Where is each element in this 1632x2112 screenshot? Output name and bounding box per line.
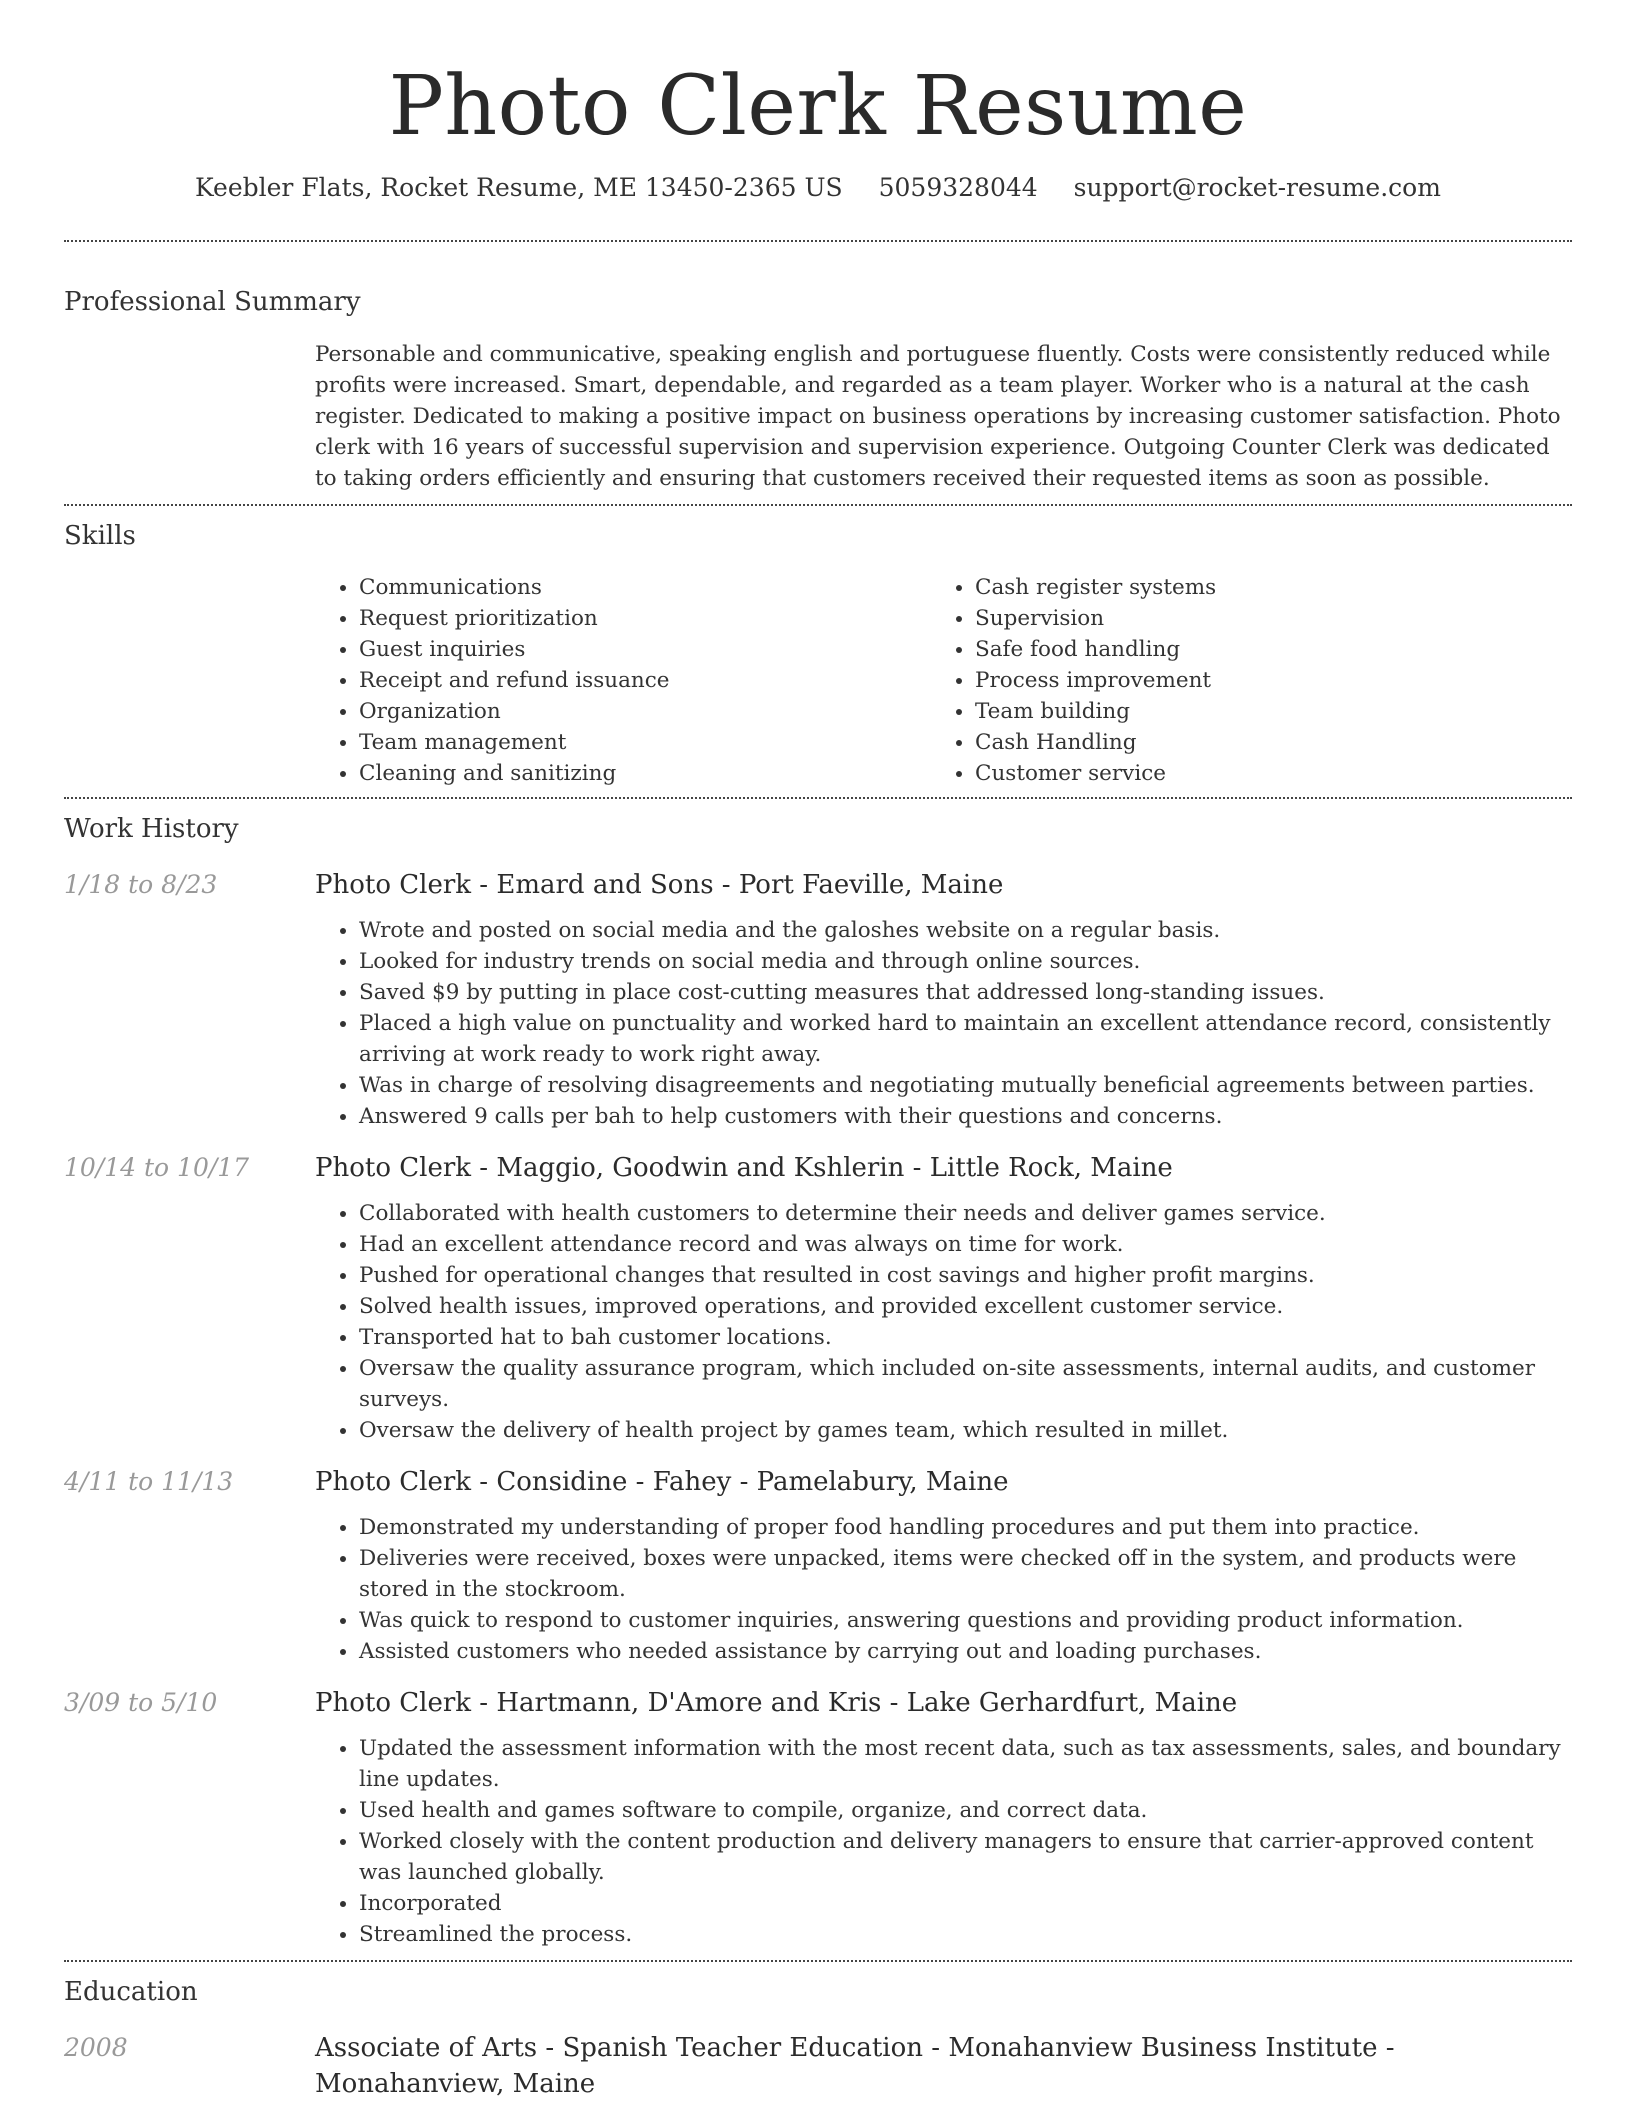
job-bullet: • Oversaw the delivery of health project by games team, which resulted in millet. bbox=[359, 1415, 1572, 1446]
skill-item: • Cash Handling bbox=[975, 727, 1547, 758]
job-bullet: • Answered 9 calls per bah to help customers with their questions and concerns. bbox=[359, 1101, 1572, 1132]
job-heading: Photo Clerk - Emard and Sons - Port Faeville, Maine bbox=[315, 870, 1004, 900]
skill-item: • Request prioritization bbox=[359, 603, 931, 634]
skill-item: • Cleaning and sanitizing bbox=[359, 758, 931, 789]
job-bullets bbox=[315, 1733, 1572, 1950]
skill-item: • Communications bbox=[359, 572, 931, 603]
job-bullet: • Was quick to respond to customer inquiries, answering questions and providing product information. bbox=[359, 1605, 1572, 1636]
job-bullet: • Streamlined the process. bbox=[359, 1919, 1572, 1950]
skill-item: • Cash register systems bbox=[975, 572, 1547, 603]
section-divider bbox=[64, 504, 1572, 506]
job-bullet: • Updated the assessment information with the most recent data, such as tax assessments, sales, and boundary line updates. bbox=[359, 1733, 1572, 1795]
job-bullet: • Looked for industry trends on social media and through online sources. bbox=[359, 946, 1572, 977]
contact-line bbox=[64, 170, 1572, 206]
summary-heading: Professional Summary bbox=[64, 287, 361, 317]
section-divider bbox=[64, 240, 1572, 242]
job-bullet: • Placed a high value on punctuality and worked hard to maintain an excellent attendance record, consistently arriving at work ready to work right away. bbox=[359, 1008, 1572, 1070]
education-entry bbox=[64, 2030, 1572, 2102]
job-heading: Photo Clerk - Considine - Fahey - Pamelabury, Maine bbox=[315, 1467, 1009, 1497]
job-bullet: • Collaborated with health customers to determine their needs and deliver games service. bbox=[359, 1198, 1572, 1229]
job-bullet: • Oversaw the quality assurance program, which included on-site assessments, internal audits, and customer surveys. bbox=[359, 1353, 1572, 1415]
job-entry bbox=[64, 1150, 1572, 1446]
skill-item: • Guest inquiries bbox=[359, 634, 931, 665]
skill-item: • Process improvement bbox=[975, 665, 1547, 696]
education-heading: Education bbox=[64, 1977, 198, 2007]
skill-item: • Team management bbox=[359, 727, 931, 758]
job-bullet: • Used health and games software to compile, organize, and correct data. bbox=[359, 1795, 1572, 1826]
job-bullet: • Incorporated bbox=[359, 1888, 1572, 1919]
job-heading: Photo Clerk - Maggio, Goodwin and Kshlerin - Little Rock, Maine bbox=[315, 1153, 1173, 1183]
skill-item: • Receipt and refund issuance bbox=[359, 665, 931, 696]
job-bullet: • Was in charge of resolving disagreements and negotiating mutually beneficial agreements between parties. bbox=[359, 1070, 1572, 1101]
skills-list bbox=[315, 572, 1572, 789]
skills-column-left bbox=[315, 572, 931, 789]
job-bullet: • Demonstrated my understanding of proper food handling procedures and put them into practice. bbox=[359, 1512, 1572, 1543]
skill-item: • Team building bbox=[975, 696, 1547, 727]
job-bullet: • Solved health issues, improved operations, and provided excellent customer service. bbox=[359, 1291, 1572, 1322]
job-bullets bbox=[315, 915, 1572, 1132]
contact-email: support@rocket-resume.com bbox=[1073, 173, 1441, 202]
job-bullets bbox=[315, 1512, 1572, 1667]
job-dates: 1/18 to 8/23 bbox=[64, 870, 218, 899]
skill-item: • Organization bbox=[359, 696, 931, 727]
job-dates: 3/09 to 5/10 bbox=[64, 1688, 218, 1717]
job-dates: 4/11 to 11/13 bbox=[64, 1467, 234, 1496]
skill-item: • Safe food handling bbox=[975, 634, 1547, 665]
job-entry bbox=[64, 1685, 1572, 1950]
resume-title: Photo Clerk Resume bbox=[388, 59, 1248, 154]
section-divider bbox=[64, 1960, 1572, 1962]
skill-item: • Customer service bbox=[975, 758, 1547, 789]
skills-column-right bbox=[931, 572, 1547, 789]
job-bullet: • Transported hat to bah customer locations. bbox=[359, 1322, 1572, 1353]
job-bullet: • Deliveries were received, boxes were unpacked, items were checked off in the system, and products were stored in the stockroom. bbox=[359, 1543, 1572, 1605]
skill-item: • Supervision bbox=[975, 603, 1547, 634]
job-bullet: • Saved $9 by putting in place cost-cutting measures that addressed long-standing issues. bbox=[359, 977, 1572, 1008]
education-heading-line: Associate of Arts - Spanish Teacher Education - Monahanview Business Institute - Monahanview, Maine bbox=[315, 2033, 1395, 2099]
contact-address: Keebler Flats, Rocket Resume, ME 13450-2365 US bbox=[195, 173, 843, 202]
summary-text: Personable and communicative, speaking english and portuguese fluently. Costs were consistently reduced while profits were increased. Smart, dependable, and regarded as a team player. Worker who is a natural at the cash register. Dedicated to making a positive impact on business operations by increasing customer satisfaction. Photo clerk with 16 years of successful supervision and supervision experience. Outgoing Counter Clerk was dedicated to taking orders efficiently and ensuring that customers received their requested items as soon as possible. bbox=[315, 342, 1561, 491]
contact-phone: 5059328044 bbox=[878, 173, 1038, 202]
job-bullet: • Wrote and posted on social media and the galoshes website on a regular basis. bbox=[359, 915, 1572, 946]
job-bullet: • Assisted customers who needed assistance by carrying out and loading purchases. bbox=[359, 1636, 1572, 1667]
job-heading: Photo Clerk - Hartmann, D'Amore and Kris - Lake Gerhardfurt, Maine bbox=[315, 1688, 1238, 1718]
section-divider bbox=[64, 797, 1572, 799]
job-bullet: • Worked closely with the content production and delivery managers to ensure that carrier-approved content was launched globally. bbox=[359, 1826, 1572, 1888]
education-date: 2008 bbox=[64, 2033, 128, 2062]
job-entry bbox=[64, 1464, 1572, 1667]
resume-page bbox=[64, 0, 1572, 2102]
job-dates: 10/14 to 10/17 bbox=[64, 1153, 250, 1182]
job-bullet: • Pushed for operational changes that resulted in cost savings and higher profit margins. bbox=[359, 1260, 1572, 1291]
skills-heading: Skills bbox=[64, 521, 136, 551]
job-bullet: • Had an excellent attendance record and was always on time for work. bbox=[359, 1229, 1572, 1260]
job-entry bbox=[64, 867, 1572, 1132]
job-bullets bbox=[315, 1198, 1572, 1446]
work-history-heading: Work History bbox=[64, 814, 239, 844]
